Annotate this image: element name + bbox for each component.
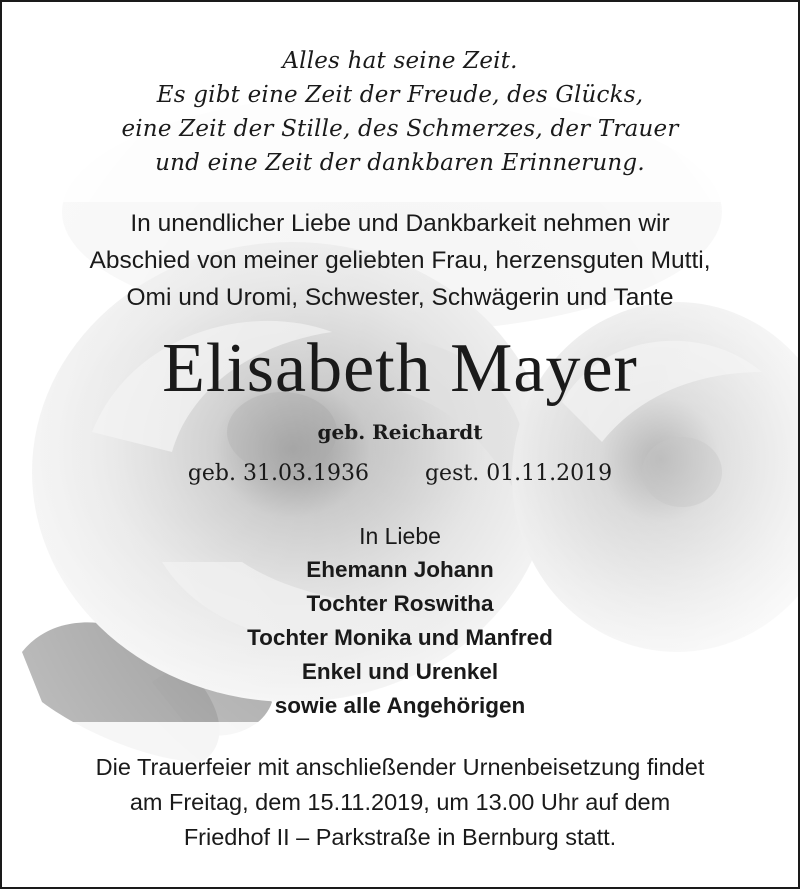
intro-line: In unendlicher Liebe und Dankbarkeit nehmen wir	[130, 210, 670, 237]
intro-block	[2, 205, 798, 316]
mourner-name: sowie alle Angehörigen	[274, 693, 526, 718]
life-dates	[2, 457, 798, 491]
poem-line: und eine Zeit der dankbaren Erinnerung.	[155, 150, 645, 176]
mourners-heading: In Liebe	[359, 523, 441, 549]
intro-line: Omi und Uromi, Schwester, Schwägerin und Tante	[126, 284, 674, 311]
funeral-line: am Freitag, dem 15.11.2019, um 13.00 Uhr auf dem	[129, 789, 671, 815]
mourners-list	[2, 553, 798, 723]
funeral-line: Die Trauerfeier mit anschließender Urnenbeisetzung findet	[95, 754, 705, 780]
mourner-name: Tochter Roswitha	[306, 591, 494, 616]
deceased-name: Elisabeth Mayer	[162, 330, 638, 407]
maiden-name: geb. Reichardt	[317, 420, 483, 444]
birth-date: geb. 31.03.1936	[187, 461, 369, 486]
intro-line: Abschied von meiner geliebten Frau, herzensguten Mutti,	[89, 247, 711, 274]
mourner-name: Tochter Monika und Manfred	[247, 625, 553, 650]
poem-block	[2, 44, 798, 180]
mourner-name: Enkel und Urenkel	[301, 659, 499, 684]
death-date: gest. 01.11.2019	[424, 461, 613, 486]
poem-line: Alles hat seine Zeit.	[282, 48, 518, 74]
funeral-line: Friedhof II – Parkstraße in Bernburg statt.	[183, 824, 617, 850]
notice-content	[2, 2, 798, 887]
poem-line: Es gibt eine Zeit der Freude, des Glücks,	[156, 82, 644, 108]
poem-line: eine Zeit der Stille, des Schmerzes, der Trauer	[121, 116, 679, 142]
mourner-name: Ehemann Johann	[306, 557, 494, 582]
funeral-details	[2, 750, 798, 855]
